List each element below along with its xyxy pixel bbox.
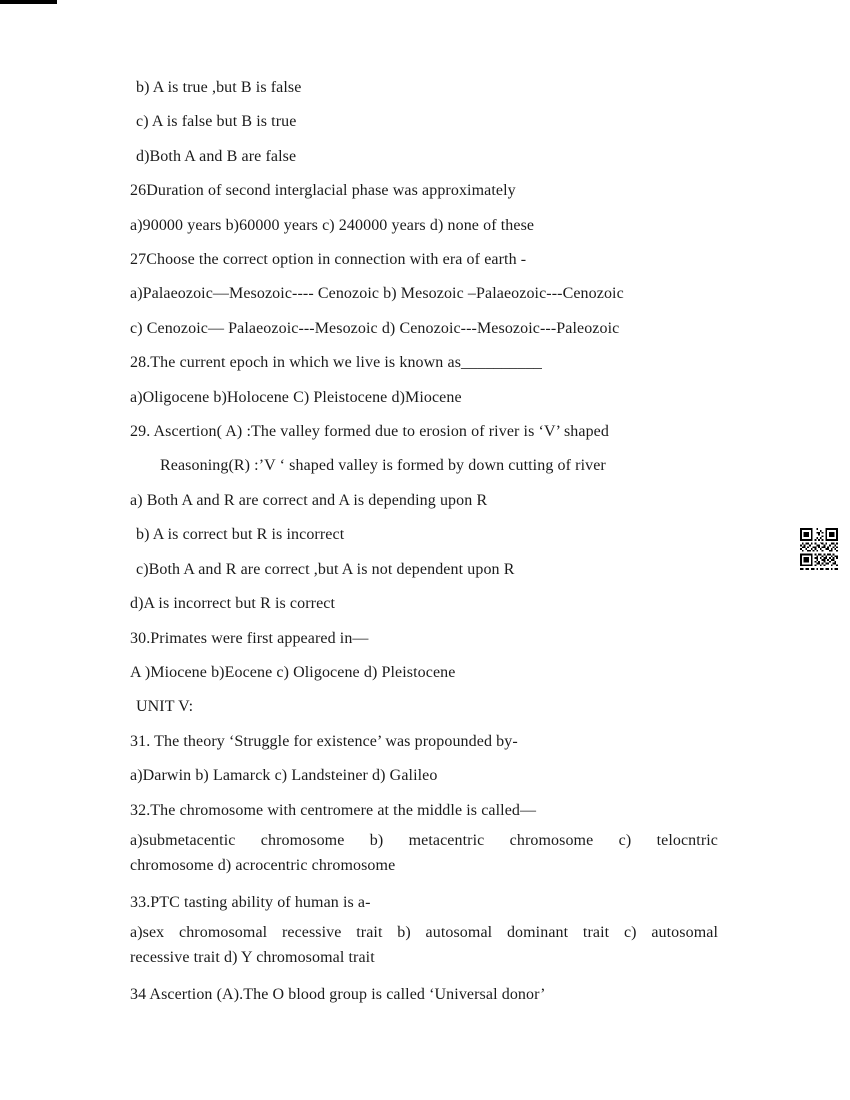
doc-line: A )Miocene b)Eocene c) Oligocene d) Pleistocene xyxy=(130,663,456,681)
doc-line: a)90000 years b)60000 years c) 240000 years d) none of these xyxy=(130,216,535,234)
doc-line: 31. The theory ‘Struggle for existence’ was propounded by- xyxy=(130,732,518,750)
question-text-block xyxy=(130,71,718,1013)
doc-line: c)Both A and R are correct ,but A is not dependent upon R xyxy=(136,560,515,578)
doc-line: 32.The chromosome with centromere at the middle is called— xyxy=(130,801,537,819)
qr-code-icon xyxy=(800,528,838,570)
doc-line: a) Both A and R are correct and A is depending upon R xyxy=(130,491,488,509)
doc-line: 34 Ascertion (A).The O blood group is called ‘Universal donor’ xyxy=(130,986,546,1004)
doc-line: 33.PTC tasting ability of human is a- xyxy=(130,893,371,911)
doc-line: c) A is false but B is true xyxy=(136,113,297,131)
doc-line: a)sex chromosomal recessive trait b) autosomal dominant trait c) autosomal xyxy=(130,924,718,942)
doc-line-unit-heading: UNIT V: xyxy=(136,698,194,716)
doc-line: a)Darwin b) Lamarck c) Landsteiner d) Galileo xyxy=(130,767,438,785)
doc-line: 29. Ascertion( A) :The valley formed due to erosion of river is ‘V’ shaped xyxy=(130,423,609,441)
doc-line: b) A is correct but R is incorrect xyxy=(136,526,345,544)
doc-line: d)Both A and B are false xyxy=(136,147,297,165)
doc-line: a)Oligocene b)Holocene C) Pleistocene d)Miocene xyxy=(130,388,462,406)
doc-line: a)submetacentic chromosome b) metacentric chromosome c) telocntric xyxy=(130,831,718,849)
doc-line: Reasoning(R) :’V ‘ shaped valley is formed by down cutting of river xyxy=(160,457,606,475)
doc-line: 26Duration of second interglacial phase was approximately xyxy=(130,182,516,200)
doc-line: d)A is incorrect but R is correct xyxy=(130,595,336,613)
doc-line: recessive trait d) Y chromosomal trait xyxy=(130,949,375,967)
doc-line: b) A is true ,but B is false xyxy=(136,79,302,96)
doc-line: a)Palaeozoic—Mesozoic---- Cenozoic b) Mesozoic –Palaeozoic---Cenozoic xyxy=(130,285,624,303)
scan-artifact-line xyxy=(0,0,57,4)
doc-line: c) Cenozoic— Palaeozoic---Mesozoic d) Cenozoic---Mesozoic---Paleozoic xyxy=(130,319,620,337)
doc-line: 28.The current epoch in which we live is known as__________ xyxy=(130,354,543,372)
doc-line: chromosome d) acrocentric chromosome xyxy=(130,856,396,874)
doc-line: 27Choose the correct option in connection with era of earth - xyxy=(130,251,527,269)
doc-line: 30.Primates were first appeared in— xyxy=(130,629,369,647)
